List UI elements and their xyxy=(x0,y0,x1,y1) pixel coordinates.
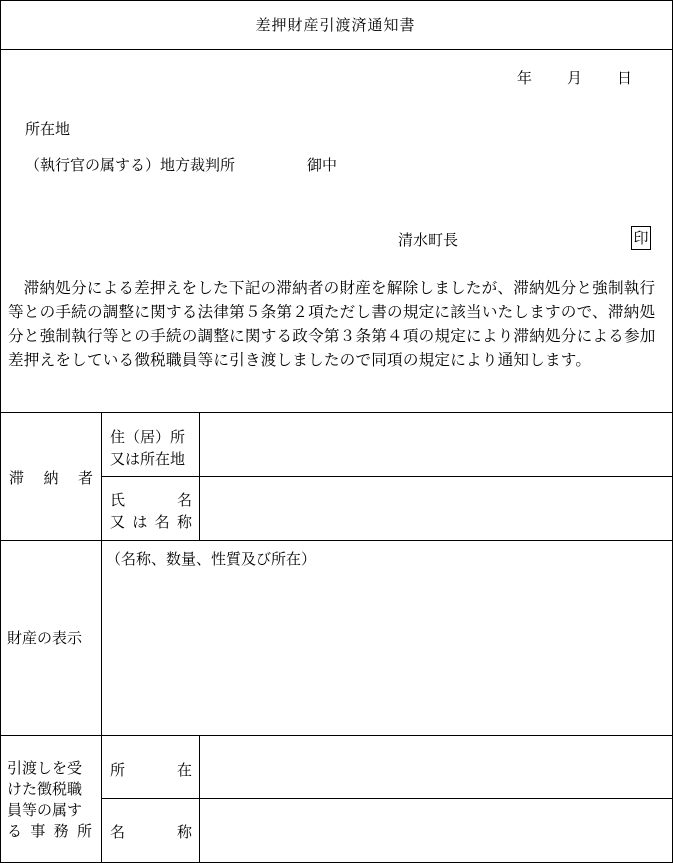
date-day: 日 xyxy=(617,69,633,87)
name-label-char: は xyxy=(132,513,148,531)
office-label-line3: 員等の属す xyxy=(7,801,83,819)
recipient-honorific: 御中 xyxy=(307,156,338,174)
office-label-char: 務 xyxy=(53,822,69,840)
office-label-char: る xyxy=(7,822,23,840)
property-value-field[interactable] xyxy=(102,575,672,734)
delinquent-label-char: 納 xyxy=(43,469,59,487)
address-label-line1: 住（居）所 xyxy=(110,428,186,446)
office-location-label-char: 所 xyxy=(110,761,126,779)
delinquent-label xyxy=(9,467,93,488)
delinquent-label-char: 滞 xyxy=(9,469,25,487)
date-month: 月 xyxy=(567,69,583,87)
office-label-line2: けた徴税職 xyxy=(7,780,83,798)
office-label-line4 xyxy=(7,820,92,841)
office-label-char: 所 xyxy=(76,822,92,840)
sender-name: 清水町長 xyxy=(398,231,459,249)
property-note: （名称、数量、性質及び所在） xyxy=(106,550,317,568)
name-label-char: 又 xyxy=(110,513,126,531)
office-label-line1: 引渡しを受 xyxy=(7,759,83,777)
notice-body: 滞納処分による差押えをした下記の滞納者の財産を解除しましたが、滞納処分と強制執行等との手続の調整に関する法律第５条第２項ただし書の規定に該当いたしますので、滞納処分と強制執行等との手続の調整に関する政令第３条第４項の規定により滞納処分による参加差押えをしている徴税職員等に引き渡しましたので同項の規定により通知します。 xyxy=(8,279,656,369)
address-label-line2: 又は所在地 xyxy=(110,450,186,468)
office-location-value-field[interactable] xyxy=(200,736,672,798)
recipient-court: （執行官の属する）地方裁判所 xyxy=(25,156,236,174)
office-location-label-char: 在 xyxy=(176,761,192,779)
office-name-label-char: 名 xyxy=(110,823,126,841)
office-name-label xyxy=(110,821,192,842)
name-label-char: 称 xyxy=(176,513,192,531)
property-label: 財産の表示 xyxy=(7,629,83,647)
recipient-location-label: 所在地 xyxy=(25,120,71,138)
document-title: 差押財産引渡済通知書 xyxy=(255,16,416,34)
name-label-line1 xyxy=(110,489,192,510)
office-location-label xyxy=(110,759,192,780)
name-label-line2 xyxy=(110,511,192,532)
seal-mark: 印 xyxy=(631,226,651,250)
name-label-char: 名 xyxy=(154,513,170,531)
office-name-value-field[interactable] xyxy=(200,799,672,862)
date-year: 年 xyxy=(517,69,533,87)
office-label-char: 事 xyxy=(30,822,46,840)
name-value-field[interactable] xyxy=(200,477,672,540)
delinquent-label-char: 者 xyxy=(77,469,93,487)
name-label-char: 名 xyxy=(176,491,192,509)
name-label-char: 氏 xyxy=(110,491,126,509)
office-name-label-char: 称 xyxy=(176,823,192,841)
title-divider xyxy=(0,49,673,50)
address-value-field[interactable] xyxy=(200,413,672,476)
